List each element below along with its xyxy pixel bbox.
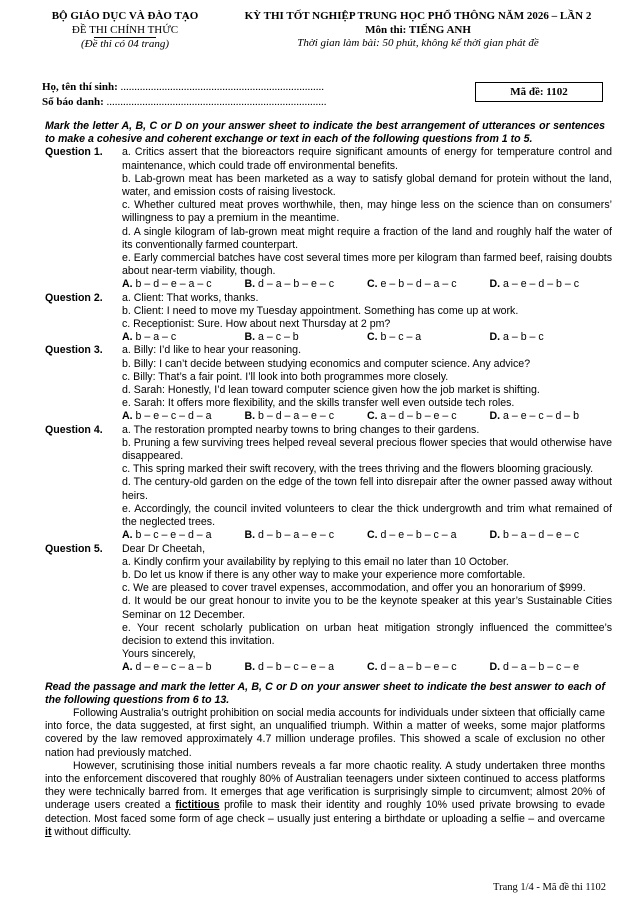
option-letter: C.	[367, 278, 378, 291]
answer-option-a	[122, 278, 245, 291]
question-5	[45, 542, 612, 675]
question-label: Question 5.	[45, 542, 103, 555]
header-left	[40, 10, 210, 52]
question-line: b. Client: I need to move my Tuesday appointment. Something has come up at work.	[122, 304, 519, 317]
subject-line: Môn thi: TIẾNG ANH	[365, 23, 471, 36]
question-line: c. This spring marked their swift recovery, with the trees thriving and the flowers blooming graciously.	[122, 463, 594, 476]
question-line: b. Billy: I can’t decide between studying economics and computer science. Any advice?	[122, 357, 531, 370]
option-text: b – a – c	[132, 331, 177, 344]
option-letter: B.	[244, 661, 256, 674]
question-body	[122, 543, 612, 675]
pages-note: (Đề thi có 04 trang)	[81, 38, 169, 50]
answer-option-b	[245, 331, 368, 344]
answer-option-d	[490, 331, 613, 344]
answer-option-c	[367, 331, 490, 344]
question-line: a. Client: That works, thanks.	[122, 291, 259, 304]
passage-paragraph-2	[45, 760, 605, 839]
passage-p2-part3: without difficulty.	[51, 825, 132, 838]
passage-paragraph-1: Following Australia’s outright prohibition on social media accounts for individuals under sixteen that officially came into force, the data suggested, at first sight, an unqualified triumph. Within a matter of weeks, some major platforms covered by the law removed approximately 4.7 million underage profiles. This showed a scale of exclusion no other nation had previously matched.	[45, 706, 605, 759]
question-line: Dear Dr Cheetah,	[122, 542, 206, 555]
option-text: b – c – a	[377, 331, 422, 344]
question-body	[122, 344, 612, 423]
exam-title: KỲ THI TỐT NGHIỆP TRUNG HỌC PHỔ THÔNG NĂM 2026 – LẦN 2	[244, 10, 592, 22]
answer-option-a	[122, 331, 245, 344]
answer-option-d	[490, 661, 613, 674]
option-letter: B.	[244, 529, 256, 542]
answer-option-c	[367, 410, 490, 423]
question-4	[45, 423, 612, 543]
option-text: d – e – b – c – a	[377, 529, 457, 542]
passage-p2-part2: profile to mask their identity and roughly 10% used private browsing to evade detection. Most faced some form of age check – usually just entering a birthdate or uploading a selfie – and overcame	[45, 799, 605, 825]
answer-option-d	[490, 410, 613, 423]
option-text: a – d – b – e – c	[377, 410, 457, 423]
question-line: c. Whether cultured meat proves worthwhile, then, may hinge less on the science than on consumers’ willingness to pay a premium in the meantime.	[122, 199, 612, 225]
answer-option-a	[122, 661, 245, 674]
option-text: d – a – b – e – c	[377, 661, 457, 674]
answer-option-b	[245, 661, 368, 674]
question-line: a. The restoration prompted nearby towns to bring changes to their gardens.	[122, 423, 480, 436]
question-line: a. Critics assert that the bioreactors require significant amounts of energy for temperature control and maintenance, which could trade off environmental benefits.	[122, 146, 612, 172]
option-letter: B.	[244, 331, 256, 344]
question-1	[45, 146, 612, 291]
answer-options	[122, 529, 612, 542]
option-letter: C.	[367, 529, 378, 542]
option-letter: C.	[367, 661, 378, 674]
candidate-name-label: Họ, tên thí sinh:	[42, 81, 118, 93]
option-letter: A.	[122, 410, 133, 423]
reading-passage	[45, 707, 605, 839]
option-text: d – a – b – c – e	[500, 661, 580, 674]
option-text: d – e – c – a – b	[132, 661, 212, 674]
answer-option-c	[367, 278, 490, 291]
option-text: a – e – c – d – b	[500, 410, 580, 423]
question-3	[45, 344, 605, 423]
answer-option-b	[245, 529, 368, 542]
question-line: b. Do let us know if there is any other way to make your experience more comfortable.	[122, 568, 526, 581]
question-line: d. It would be our great honour to invite you to be the keynote speaker at this year’s Sustainable Cities Seminar on 12 December.	[122, 595, 612, 621]
question-line: c. Receptionist: Sure. How about next Thursday at 2 pm?	[122, 318, 391, 331]
option-text: a – e – d – b – c	[500, 278, 580, 291]
underlined-word-fictitious: fictitious	[175, 799, 220, 812]
option-letter: A.	[122, 331, 133, 344]
official-exam-label: ĐỀ THI CHÍNH THỨC	[71, 23, 179, 36]
main-content	[45, 120, 612, 839]
answer-options	[122, 278, 612, 291]
question-body	[122, 292, 612, 345]
option-letter: A.	[122, 661, 133, 674]
answer-options	[122, 410, 612, 423]
question-line: c. We are pleased to cover travel expenses, accommodation, and offer you an honorarium of $999.	[122, 582, 586, 595]
question-line: e. Accordingly, the council invited volunteers to clear the thick undergrowth and trim what remained of the neglected trees.	[122, 502, 612, 529]
questions-list	[45, 146, 612, 674]
option-text: b – d – e – a – c	[132, 278, 212, 291]
option-text: a – b – c	[500, 331, 544, 344]
answer-option-a	[122, 410, 245, 423]
question-body	[122, 146, 612, 291]
question-line: c. Billy: That’s a fair point. I’ll look into both programmes more closely.	[122, 370, 449, 383]
answer-option-c	[367, 661, 490, 674]
option-text: a – c – b	[255, 331, 299, 344]
question-line: a. Kindly confirm your availability by replying to this email no later than 10 October.	[122, 555, 509, 568]
answer-options	[122, 331, 612, 344]
answer-option-b	[245, 410, 368, 423]
candidate-info	[42, 80, 327, 110]
option-letter: B.	[244, 410, 256, 423]
candidate-id-label: Số báo danh:	[42, 96, 104, 108]
question-label: Question 4.	[45, 423, 103, 436]
answer-option-d	[490, 529, 613, 542]
option-text: b – c – e – d – a	[132, 529, 212, 542]
answer-option-a	[122, 529, 245, 542]
option-text: d – b – a – e – c	[255, 529, 335, 542]
question-line: e. Sarah: It offers more flexibility, and the skills transfer well even outside tech roles.	[122, 397, 515, 410]
option-letter: C.	[367, 331, 378, 344]
section2-instruction: Read the passage and mark the letter A, B, C or D on your answer sheet to indicate the best answer to each of the following questions from 6 to 13.	[45, 680, 605, 706]
candidate-id-line	[42, 95, 327, 110]
question-line: a. Billy: I’d like to hear your reasoning.	[122, 344, 302, 357]
question-label: Question 1.	[45, 146, 103, 159]
answer-option-b	[245, 278, 368, 291]
question-label: Question 3.	[45, 344, 103, 357]
time-note: Thời gian làm bài: 50 phút, không kể thời gian phát đề	[297, 37, 539, 49]
question-line: Yours sincerely,	[122, 648, 196, 661]
section1-instruction: Mark the letter A, B, C or D on your answer sheet to indicate the best arrangement of utterances or sentences to make a cohesive and coherent exchange or text in each of the following questions from 1 to 5.	[45, 120, 605, 146]
answer-option-d	[490, 278, 613, 291]
passage-p2-part1: However, scrutinising those initial numbers reveals a far more chaotic reality. A study undertaken three months into the enforcement discovered that roughly 80% of Australian teenagers under sixteen continued to access platforms they were technically barred from. It emerges that age verification is surprisingly simple to circumvent; almost 20% of underage users created a	[45, 759, 605, 812]
option-letter: D.	[489, 331, 501, 344]
exam-code-box: Mã đề: 1102	[475, 82, 603, 102]
question-body	[122, 424, 612, 543]
question-line: d. A single kilogram of lab-grown meat might require a fraction of the land and roughly half the water of its conventionally farmed counterpart.	[122, 225, 612, 251]
question-line: d. Sarah: Honestly, I’d lean toward computer science given how the job market is shifting.	[122, 384, 540, 397]
option-letter: C.	[367, 410, 378, 423]
option-text: e – b – d – a – c	[377, 278, 457, 291]
header-right	[228, 10, 608, 51]
question-line: e. Early commercial batches have cost several times more per kilogram than farmed beef, raising doubts about near-term viability, though.	[122, 252, 612, 278]
option-letter: A.	[122, 278, 133, 291]
option-letter: D.	[489, 661, 501, 674]
option-text: b – a – d – e – c	[500, 529, 580, 542]
page-footer: Trang 1/4 - Mã đề thi 1102	[493, 882, 606, 893]
answer-options	[122, 661, 612, 674]
underlined-word-it: it	[45, 825, 52, 838]
candidate-id-dots: ................................................................................	[103, 96, 327, 108]
option-letter: D.	[489, 278, 501, 291]
option-letter: D.	[489, 529, 501, 542]
option-letter: D.	[489, 410, 501, 423]
question-line: e. Your recent scholarly publication on urban heat mitigation strongly influenced the committee’s decision to extend this invitation.	[122, 621, 612, 647]
candidate-name-line	[42, 80, 327, 95]
option-text: d – b – c – e – a	[255, 661, 335, 674]
question-line: b. Pruning a few surviving trees helped reveal several precious flower species that would otherwise have disappeared.	[122, 436, 612, 463]
option-text: d – a – b – e – c	[255, 278, 335, 291]
answer-option-c	[367, 529, 490, 542]
question-2	[45, 292, 605, 345]
option-text: b – e – c – d – a	[132, 410, 212, 423]
ministry-name: BỘ GIÁO DỤC VÀ ĐÀO TẠO	[51, 10, 199, 22]
question-label: Question 2.	[45, 291, 103, 304]
option-text: b – d – a – e – c	[255, 410, 335, 423]
question-line: b. Lab-grown meat has been marketed as a way to satisfy global demand for protein without the land, water, and emission costs of raising livestock.	[122, 172, 612, 199]
option-letter: A.	[122, 529, 133, 542]
candidate-name-dots: ..........................................................................	[117, 81, 325, 93]
option-letter: B.	[244, 278, 256, 291]
question-line: d. The century-old garden on the edge of the town fell into disrepair after the owner passed away without heirs.	[122, 476, 612, 502]
